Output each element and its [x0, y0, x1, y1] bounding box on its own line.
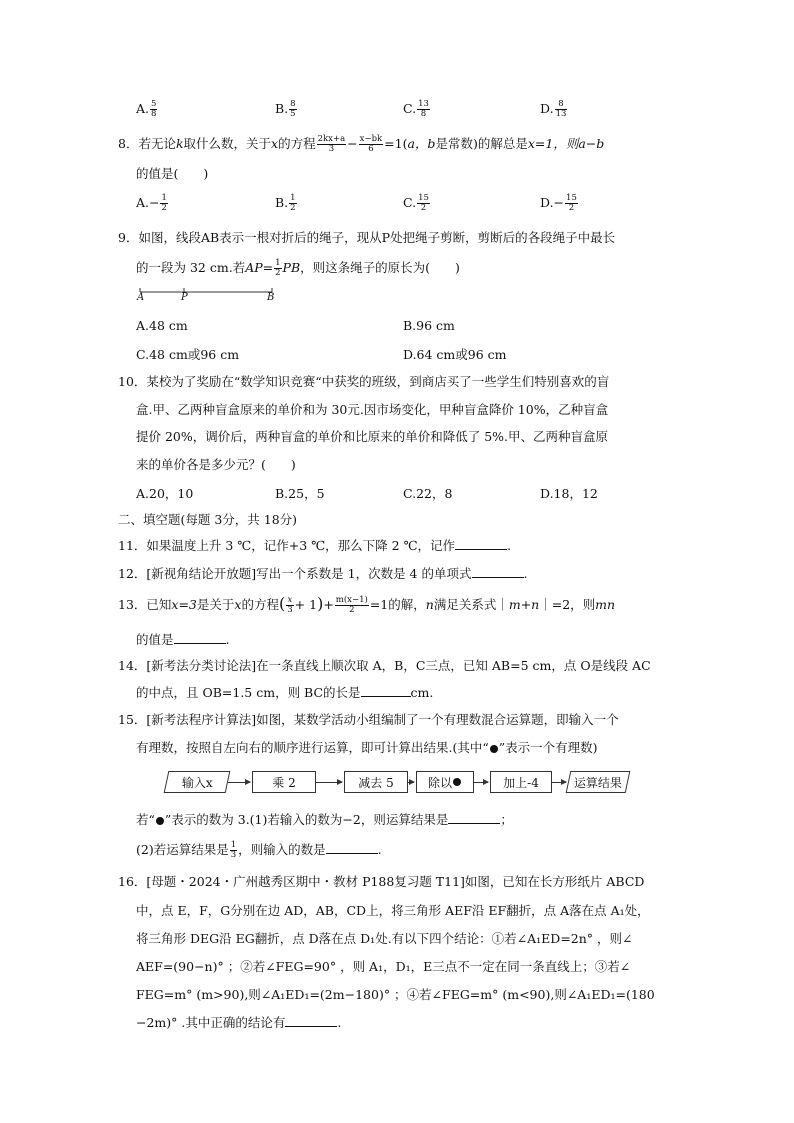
flow-divide-box: 除以 [416, 771, 474, 793]
fraction: $\frac{13}{8}$ [418, 99, 429, 119]
fraction: $\frac{8}{13}$ [555, 99, 567, 119]
fraction: $\frac{2kx+a}{3}$ [317, 134, 346, 154]
q11-stem: 11．如果温度上升 3 ℃，记作+3 ℃，那么下降 2 ℃，记作 . [118, 538, 512, 553]
segment-ab-svg [136, 284, 286, 306]
flow-input-box: 输入x [164, 771, 231, 793]
fraction: $\frac{x-bk}{6}$ [359, 134, 383, 154]
q14-stem-line2: 的中点，且 OB=1.5 cm，则 BC的长是 cm. [136, 685, 434, 700]
q8-option-a: A.− $\frac{1}{2}$ [136, 193, 167, 213]
q16-stem-line5: FEG=m° (m>90),则∠A₁ED₁=(2m−180)° ；④若∠FEG=m° (m<90),则∠A₁ED₁=(180 [136, 987, 655, 1002]
q8-option-c: C. $\frac{15}{2}$ [403, 193, 429, 213]
flow-arrow [474, 782, 488, 783]
answer-blank[interactable] [326, 841, 378, 854]
q13-stem: 13．已知x=3是关于x的方程( $\frac{x}{3}$ + 1)+ $\frac{m(x-1)}{2}$ =1的解，n满足关系式｜m+n｜=2，则mn [118, 594, 616, 615]
answer-blank[interactable] [361, 684, 411, 697]
fraction: $\frac{5}{8}$ [151, 99, 157, 119]
q16-stem-line3: 将三角形 DEG沿 EG翻折，点 D落在点 D₁处.有以下四个结论：①若∠A₁ED=2n° ，则∠ [136, 931, 633, 946]
q8-option-d: D.− $\frac{15}{2}$ [540, 193, 577, 213]
q7-option-a: A. $\frac{5}{8}$ [136, 99, 157, 119]
segment-figure [136, 284, 286, 306]
q15-stem-line3: 若“ ”表示的数为 3.(1)若输入的数为−2，则运算结果是 ； [136, 812, 513, 827]
q14-stem-line1: 14．[新考法分类讨论法]在一条直线上顺次取 A，B，C三点，已知 AB=5 cm，点 O是线段 AC [118, 658, 651, 673]
q10-stem-line4: 来的单价各是多少元？( ) [136, 457, 296, 472]
q9-option-c: C.48 cm或96 cm [136, 347, 240, 362]
q8-stem-line2: 的值是( ) [136, 166, 209, 181]
black-dot-icon [156, 817, 164, 825]
q7-option-c: C. $\frac{13}{8}$ [403, 99, 429, 119]
q8-stem: 8．若无论k取什么数，关于x的方程 $\frac{2kx+a}{3}$ − $\frac{x-bk}{6}$ =1(a，b是常数)的解总是x=1，则a−b [118, 134, 605, 154]
q13-stem-line2: 的值是 . [136, 632, 230, 647]
fraction: $\frac{m(x-1)}{2}$ [335, 595, 368, 615]
answer-blank[interactable] [448, 811, 500, 824]
fraction: $\frac{x}{3}$ [287, 595, 293, 615]
q8-option-b: B. $\frac{1}{2}$ [275, 193, 296, 213]
point-a-label: A [137, 292, 145, 303]
answer-blank[interactable] [455, 537, 507, 550]
flow-add-box: 加上-4 [490, 771, 552, 793]
q16-stem-line2: 中，点 E，F，G分别在边 AD，AB，CD上，将三角形 AEF沿 EF翻折，点 A落在点 A₁处， [136, 903, 650, 918]
q10-option-d: D.18，12 [540, 486, 598, 501]
section-title: 二、填空题(每题 3分，共 18分) [118, 512, 298, 527]
answer-blank[interactable] [472, 565, 524, 578]
fraction: $\frac{15}{2}$ [566, 193, 577, 213]
q7-option-d: D. $\frac{8}{13}$ [540, 99, 567, 119]
q15-stem-line2: 有理数，按照自左向右的顺序进行运算，即可计算出结果.(其中“ ”表示一个有理数) [136, 740, 598, 755]
q10-option-c: C.22，8 [403, 486, 453, 501]
q9-option-b: B.96 cm [403, 318, 455, 333]
answer-blank[interactable] [174, 631, 226, 644]
q16-stem-line4: AEF=(90−n)° ；②若∠FEG=90° ，则 A₁，D₁，E三点不一定在同一条直线上；③若∠ [136, 959, 631, 974]
flow-arrow [552, 782, 566, 783]
q15-stem-line1: 15．[新考法程序计算法]如图，某数学活动小组编制了一个有理数混合运算题，即输入一个 [118, 712, 619, 727]
black-dot-icon [490, 745, 498, 753]
fraction: $\frac{1}{2}$ [275, 258, 281, 278]
q9-option-d: D.64 cm或96 cm [403, 347, 507, 362]
q9-stem-line2: 的一段为 32 cm.若AP= $\frac{1}{2}$ PB，则这条绳子的原长为( ) [136, 258, 460, 278]
flow-multiply-box: 乘 2 [252, 771, 316, 793]
q10-stem-line3: 提价 20%，调价后，两种盲盒的单价和比原来的单价和降低了 5%.甲、乙两种盲盒原 [136, 429, 609, 444]
point-b-label: B [267, 292, 275, 303]
fraction: $\frac{8}{5}$ [290, 99, 296, 119]
flow-arrow [228, 782, 250, 783]
q16-stem-line6: −2m)° .其中正确的结论有 . [136, 1015, 342, 1030]
q10-option-b: B.25，5 [275, 486, 325, 501]
fraction: $\frac{1}{2}$ [290, 193, 296, 213]
q7-option-b: B. $\frac{8}{5}$ [275, 99, 296, 119]
fraction: $\frac{15}{2}$ [418, 193, 429, 213]
flow-arrow [408, 782, 414, 783]
flow-subtract-box: 减去 5 [344, 771, 408, 793]
q9-stem-line1: 9．如图，线段AB表示一根对折后的绳子，现从P处把绳子剪断，剪断后的各段绳子中最长 [118, 230, 616, 245]
black-dot-icon [453, 778, 461, 786]
flow-arrow [316, 782, 342, 783]
flow-result-box: 运算结果 [566, 771, 631, 793]
point-p-label: P [181, 292, 188, 303]
q9-option-a: A.48 cm [136, 318, 188, 333]
q16-stem-line1: 16．[母题・2024・广州越秀区期中・教材 P188复习题 T11]如图，已知在长方形纸片 ABCD [118, 874, 645, 889]
answer-blank[interactable] [285, 1014, 337, 1027]
q10-stem-line2: 盒.甲、乙两种盲盒原来的单价和为 30元.因市场变化，甲种盲盒降价 10%，乙种盲盒 [136, 402, 609, 417]
q15-stem-line4: (2)若运算结果是 $\frac{1}{3}$ ，则输入的数是 . [136, 840, 382, 860]
q12-stem: 12．[新视角结论开放题]写出一个系数是 1，次数是 4 的单项式 . [118, 566, 528, 581]
q10-stem-line1: 10．某校为了奖励在“数学知识竞赛“中获奖的班级，到商店买了一些学生们特别喜欢的盲 [118, 374, 610, 389]
fraction: $\frac{1}{2}$ [161, 193, 167, 213]
q10-option-a: A.20，10 [136, 486, 194, 501]
fraction: $\frac{1}{3}$ [230, 840, 237, 860]
